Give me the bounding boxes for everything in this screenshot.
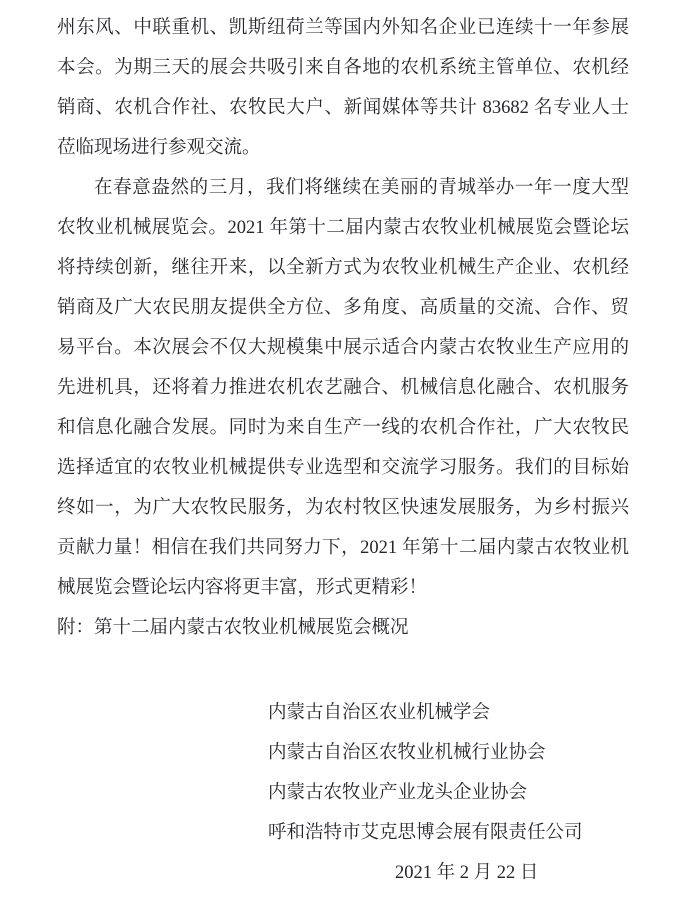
body-line: 销商及广大农民朋友提供全方位、多角度、高质量的交流、合作、贸 (57, 298, 629, 318)
body-line: 将持续创新，继往开来，以全新方式为农牧业机械生产企业、农机经 (57, 258, 629, 278)
body-line: 在春意盎然的三月，我们将继续在美丽的青城举办一年一度大型 (94, 178, 629, 198)
body-line: 选择适宜的农牧业机械提供专业选型和交流学习服务。我们的目标始 (57, 458, 629, 478)
body-line: 械展览会暨论坛内容将更丰富，形式更精彩！ (57, 578, 428, 598)
body-line: 贡献力量！相信在我们共同努力下，2021 年第十二届内蒙古农牧业机 (57, 538, 629, 558)
signature-block (57, 693, 629, 893)
body-line: 农牧业机械展览会。2021 年第十二届内蒙古农牧业机械展览会暨论坛 (57, 218, 629, 238)
body-line: 易平台。本次展会不仅大规模集中展示适合内蒙古农牧业生产应用的 (57, 338, 629, 358)
body-line: 莅临现场进行参观交流。 (57, 138, 261, 158)
signature-line: 内蒙古自治区农业机械学会 (268, 703, 491, 723)
body-line: 销商、农机合作社、农牧民大户、新闻媒体等共计 83682 名专业人士 (57, 98, 629, 118)
body-line: 本会。为期三天的展会共吸引来自各地的农机系统主管单位、农机经 (57, 58, 629, 78)
body-line: 和信息化融合发展。同时为来自生产一线的农机合作社，广大农牧民 (57, 418, 629, 438)
attachment-note-line: 附：第十二届内蒙古农牧业机械展览会概况 (57, 618, 409, 638)
body-line: 州东风、中联重机、凯斯纽荷兰等国内外知名企业已连续十一年参展 (57, 18, 629, 38)
signature-line: 内蒙古自治区农牧业机械行业协会 (268, 743, 546, 763)
signature-line: 内蒙古农牧业产业龙头企业协会 (268, 783, 528, 803)
date-line: 2021 年 2 月 22 日 (395, 863, 539, 883)
signature-line: 呼和浩特市艾克思博会展有限责任公司 (268, 823, 583, 843)
body-line: 先进机具，还将着力推进农机农艺融合、机械信息化融合、农机服务 (57, 378, 629, 398)
body-line: 终如一，为广大农牧民服务，为农村牧区快速发展服务，为乡村振兴 (57, 498, 629, 518)
